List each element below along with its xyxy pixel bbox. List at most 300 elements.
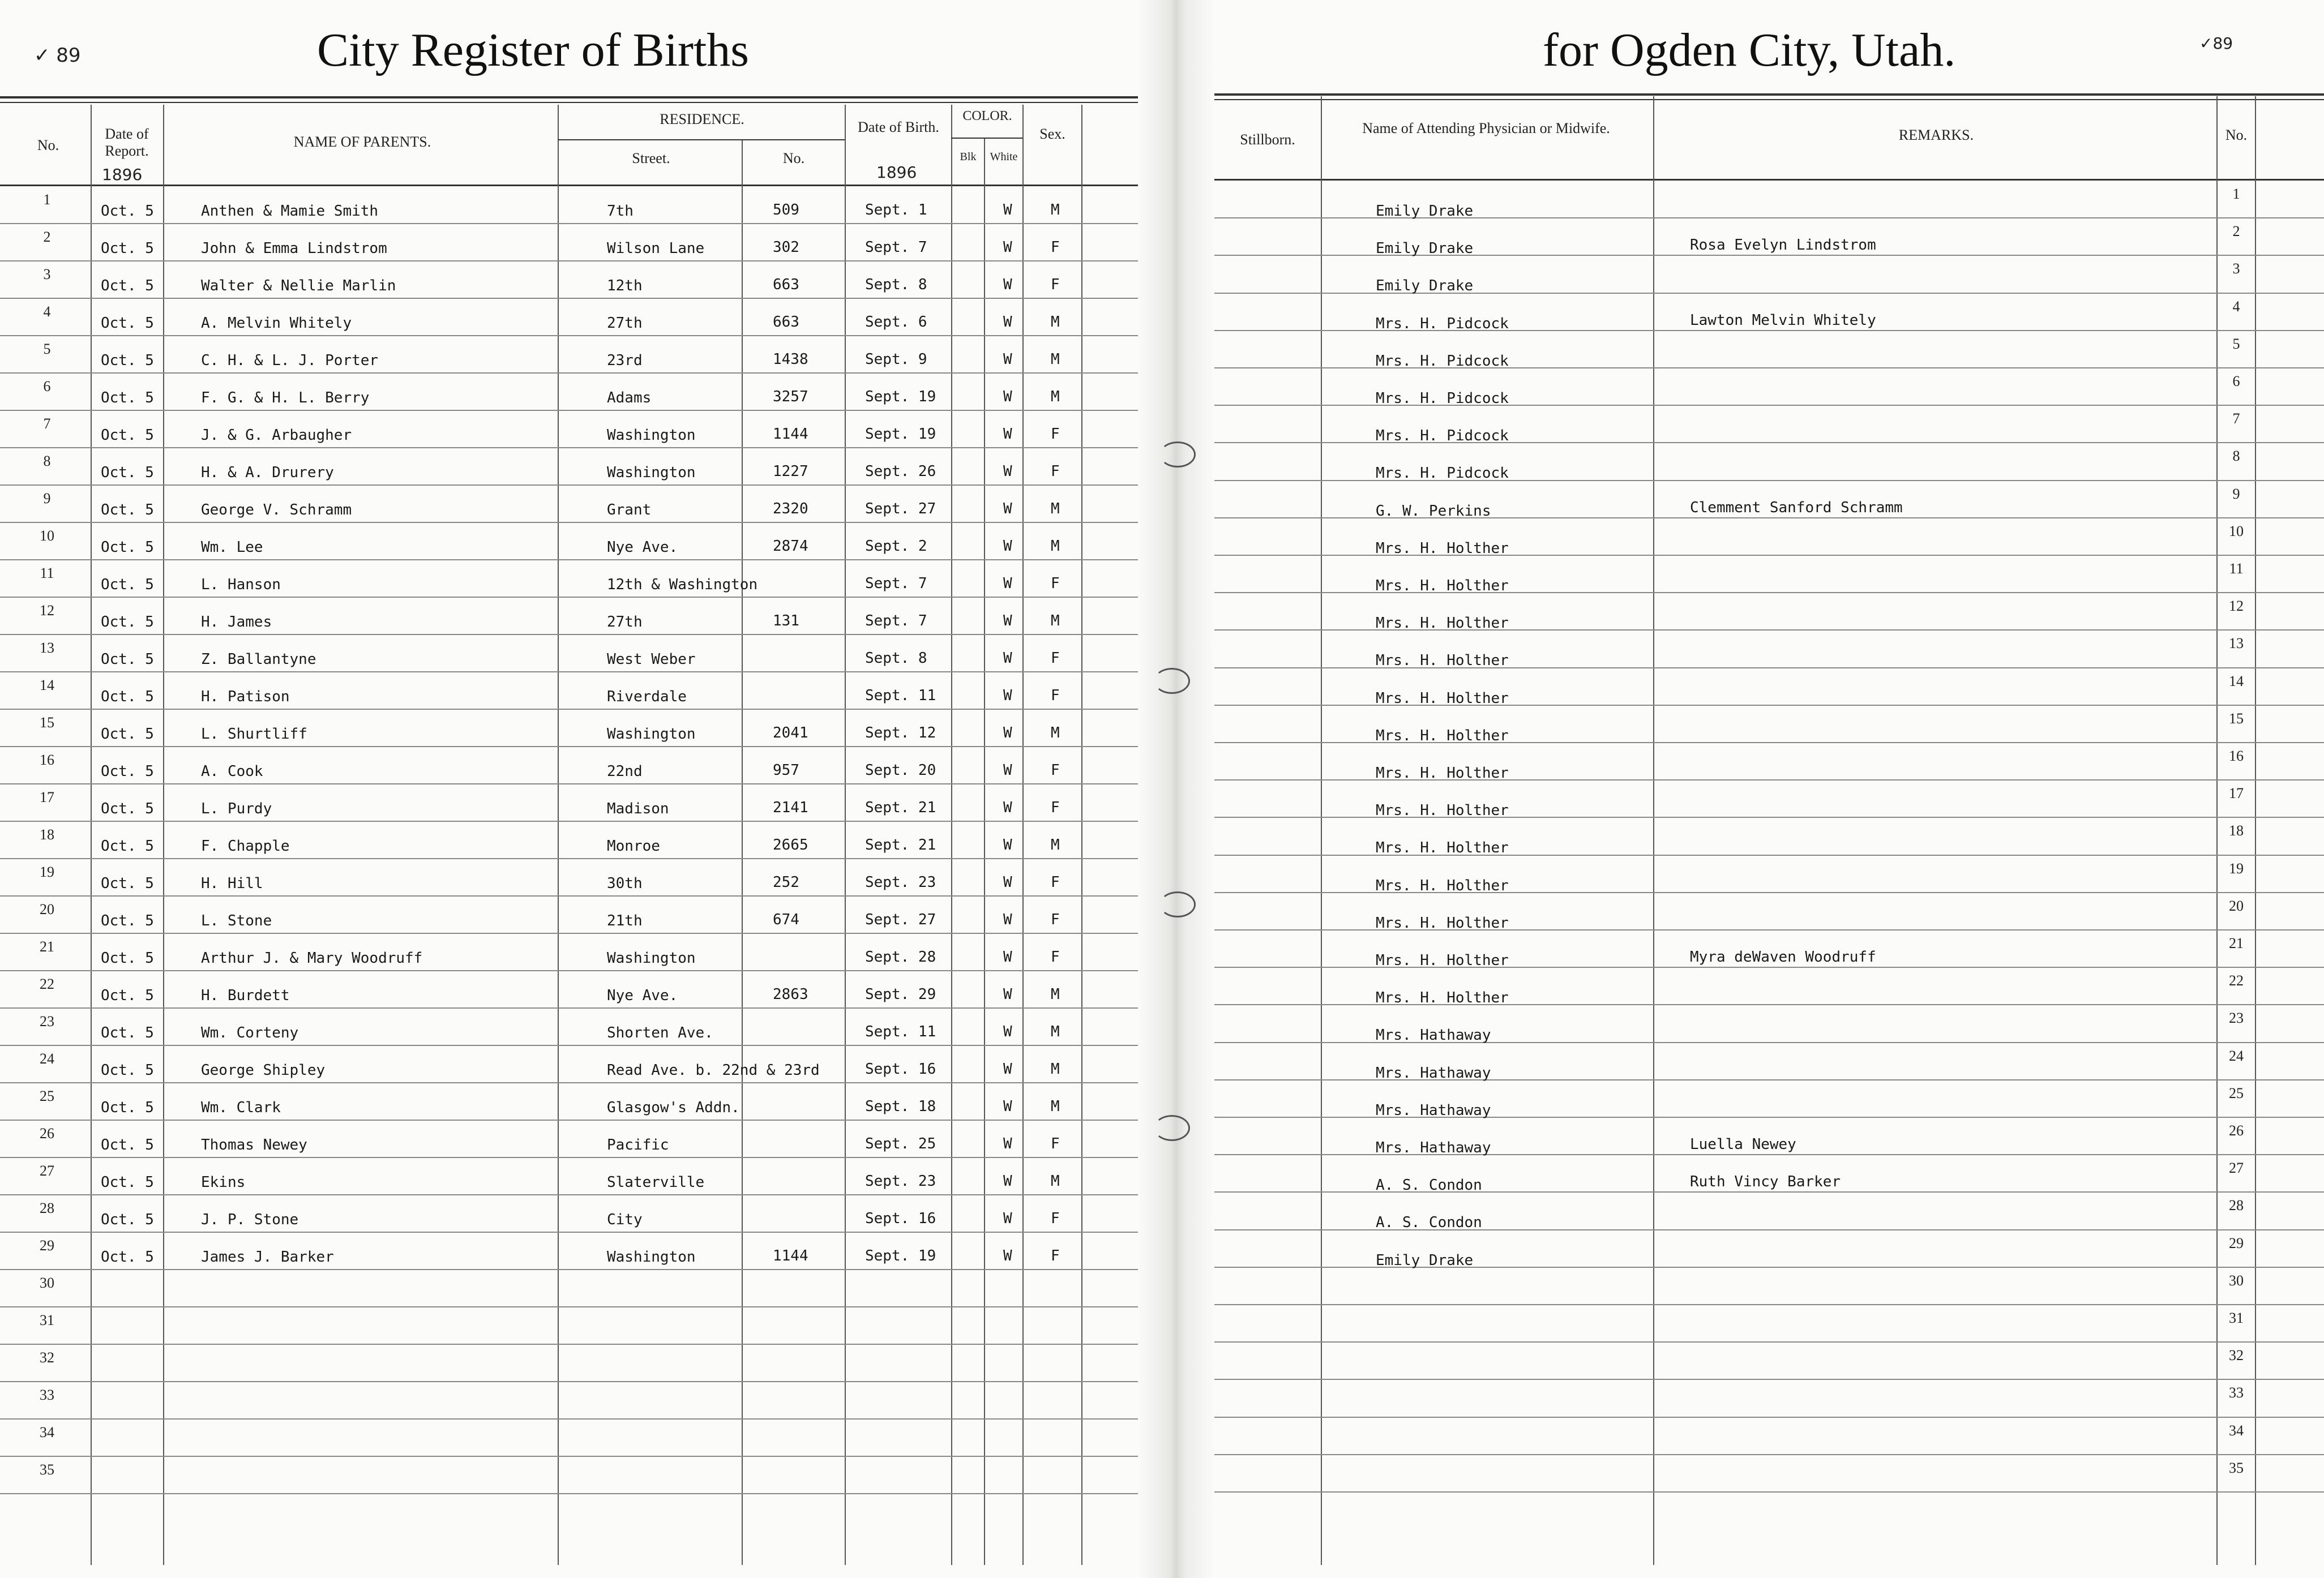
parents-name: Z. Ballantyne	[201, 651, 316, 668]
residence-number: 2141	[773, 799, 808, 816]
sex: M	[1051, 724, 1060, 741]
row-number: 9	[2232, 485, 2240, 502]
residence-subrule	[558, 139, 845, 140]
row-number: 23	[40, 1013, 54, 1030]
parents-name: A. Melvin Whitely	[201, 315, 352, 332]
header-no-right: No.	[2225, 127, 2248, 143]
birth-date: Sept. 1	[865, 201, 927, 218]
row-number: 31	[2229, 1310, 2244, 1326]
header-remarks: REMARKS.	[1898, 127, 1974, 143]
row-number: 6	[2232, 373, 2240, 389]
color-mark: W	[1003, 426, 1012, 443]
color-mark: W	[1003, 1210, 1012, 1227]
col-divider	[1653, 96, 1654, 1565]
row-number: 22	[40, 976, 54, 992]
residence-number: 131	[773, 612, 799, 629]
sex: F	[1051, 874, 1060, 891]
birth-date: Sept. 11	[865, 687, 936, 704]
sex: M	[1051, 986, 1060, 1003]
row-number: 4	[43, 303, 51, 320]
color-mark: W	[1003, 687, 1012, 704]
row-divider	[0, 1082, 1138, 1083]
color-mark: W	[1003, 724, 1012, 741]
report-date: Oct. 5	[101, 875, 154, 892]
parents-name: L. Hanson	[201, 576, 281, 593]
row-divider	[0, 1120, 1138, 1121]
row-number: 10	[2229, 522, 2244, 539]
sex: F	[1051, 1135, 1060, 1152]
header-stillborn: Stillborn.	[1240, 131, 1295, 148]
birth-date: Sept. 7	[865, 239, 927, 256]
residence-number: 1144	[773, 1247, 808, 1264]
color-subrule	[951, 138, 1022, 139]
parents-name: L. Purdy	[201, 800, 272, 817]
attending-physician: Mrs. H. Holther	[1376, 877, 1509, 894]
remarks: Lawton Melvin Whitely	[1690, 311, 1876, 329]
attending-physician: Mrs. H. Pidcock	[1376, 465, 1509, 482]
row-divider	[1214, 1417, 2324, 1418]
row-divider	[0, 1232, 1138, 1233]
col-divider	[91, 105, 92, 1565]
report-date: Oct. 5	[101, 389, 154, 406]
row-number: 25	[2229, 1084, 2244, 1101]
color-mark: W	[1003, 1098, 1012, 1115]
row-number: 23	[2229, 1010, 2244, 1027]
row-divider	[0, 447, 1138, 448]
residence-number: 2874	[773, 538, 808, 555]
color-mark: W	[1003, 500, 1012, 517]
page-mark-right: ✓89	[2199, 34, 2233, 53]
birth-date: Sept. 2	[865, 538, 927, 555]
row-number: 33	[40, 1387, 54, 1403]
color-mark: W	[1003, 239, 1012, 256]
sex: M	[1051, 314, 1060, 331]
attending-physician: Mrs. Hathaway	[1376, 1139, 1491, 1156]
row-divider	[0, 298, 1138, 299]
row-number: 29	[2229, 1234, 2244, 1251]
row-divider	[0, 559, 1138, 560]
attending-physician: Emily Drake	[1376, 240, 1474, 258]
remarks: Ruth Vincy Barker	[1690, 1173, 1841, 1191]
row-number: 28	[2229, 1197, 2244, 1214]
row-number: 11	[2229, 560, 2244, 577]
birth-date: Sept. 11	[865, 1023, 936, 1040]
report-date: Oct. 5	[101, 987, 154, 1004]
color-mark: W	[1003, 911, 1012, 928]
color-mark: W	[1003, 1247, 1012, 1264]
color-mark: W	[1003, 799, 1012, 816]
report-date: Oct. 5	[101, 1249, 154, 1266]
col-divider	[1321, 96, 1322, 1565]
birth-date: Sept. 6	[865, 314, 927, 331]
birth-date: Sept. 26	[865, 463, 936, 480]
page-mark: ✓ 89	[34, 44, 81, 67]
birth-date: Sept. 23	[865, 1173, 936, 1190]
street: City	[607, 1211, 643, 1228]
parents-name: Wm. Corteny	[201, 1024, 299, 1041]
right-page	[1214, 0, 2324, 1578]
parents-name: J. & G. Arbaugher	[201, 427, 352, 444]
street: 30th	[607, 875, 643, 892]
row-divider	[0, 1007, 1138, 1009]
parents-name: Arthur J. & Mary Woodruff	[201, 950, 423, 967]
header-date-of-report: Date of Report.	[105, 126, 149, 159]
row-number: 25	[40, 1088, 54, 1104]
sex: M	[1051, 201, 1060, 218]
birth-date: Sept. 16	[865, 1061, 936, 1078]
birth-date: Sept. 29	[865, 986, 936, 1003]
row-divider	[0, 1045, 1138, 1046]
street: 27th	[607, 614, 643, 631]
row-divider	[0, 522, 1138, 523]
row-divider	[1214, 1304, 2324, 1305]
attending-physician: Mrs. Hathaway	[1376, 1101, 1491, 1119]
color-mark: W	[1003, 575, 1012, 592]
street: 12th	[607, 277, 643, 294]
row-number: 8	[2232, 448, 2240, 465]
sex: F	[1051, 650, 1060, 667]
birth-date: Sept. 23	[865, 874, 936, 891]
row-number: 3	[43, 266, 51, 282]
color-mark: W	[1003, 314, 1012, 331]
color-mark: W	[1003, 351, 1012, 368]
row-number: 31	[40, 1312, 54, 1328]
row-number: 16	[40, 752, 54, 768]
parents-name: Ekins	[201, 1174, 246, 1191]
report-date: Oct. 5	[101, 203, 154, 220]
street: Nye Ave.	[607, 539, 678, 556]
color-mark: W	[1003, 388, 1012, 405]
street: Washington	[607, 427, 696, 444]
birth-date: Sept. 8	[865, 650, 927, 667]
row-number: 20	[40, 901, 54, 917]
header-bottom-rule	[0, 185, 1138, 186]
row-divider	[0, 858, 1138, 859]
color-mark: W	[1003, 949, 1012, 966]
report-date: Oct. 5	[101, 315, 154, 332]
street: 21th	[607, 912, 643, 929]
row-number: 15	[2229, 710, 2244, 727]
header-name-of-parents: NAME OF PARENTS.	[293, 134, 431, 150]
attending-physician: Mrs. H. Holther	[1376, 989, 1509, 1007]
report-date: Oct. 5	[101, 763, 154, 780]
row-number: 21	[2229, 935, 2244, 951]
attending-physician: A. S. Condon	[1376, 1214, 1482, 1232]
report-date: Oct. 5	[101, 1211, 154, 1228]
row-number: 34	[40, 1424, 54, 1440]
top-rule	[1214, 93, 2324, 96]
street: Monroe	[607, 838, 660, 855]
top-rule	[0, 96, 1138, 98]
parents-name: H. & A. Drurery	[201, 464, 334, 481]
row-divider	[0, 895, 1138, 897]
header-street: Street.	[632, 150, 670, 166]
row-number: 20	[2229, 897, 2244, 914]
row-divider	[0, 821, 1138, 822]
col-divider	[1022, 105, 1024, 1565]
attending-physician: Mrs. H. Holther	[1376, 577, 1509, 594]
col-divider	[742, 140, 743, 1565]
parents-name: George V. Schramm	[201, 501, 352, 518]
sex: M	[1051, 612, 1060, 629]
row-divider	[0, 1418, 1138, 1420]
street: West Weber	[607, 651, 696, 668]
street: 23rd	[607, 352, 643, 369]
report-date: Oct. 5	[101, 800, 154, 817]
sex: F	[1051, 1210, 1060, 1227]
sex: F	[1051, 911, 1060, 928]
birth-date: Sept. 16	[865, 1210, 936, 1227]
row-number: 33	[2229, 1384, 2244, 1401]
attending-physician: G. W. Perkins	[1376, 502, 1491, 520]
birth-date: Sept. 18	[865, 1098, 936, 1115]
street: Pacific	[607, 1137, 669, 1154]
row-number: 27	[40, 1163, 54, 1179]
row-number: 28	[40, 1200, 54, 1216]
attending-physician: Mrs. Hathaway	[1376, 1064, 1491, 1082]
row-divider	[0, 671, 1138, 672]
row-number: 1	[43, 191, 51, 208]
row-number: 29	[40, 1237, 54, 1254]
sex: F	[1051, 799, 1060, 816]
row-divider	[0, 1456, 1138, 1457]
row-number: 35	[2229, 1459, 2244, 1476]
residence-number: 3257	[773, 388, 808, 405]
residence-number: 1144	[773, 426, 808, 443]
row-number: 5	[43, 341, 51, 357]
row-number: 24	[2229, 1047, 2244, 1064]
report-date: Oct. 5	[101, 427, 154, 444]
color-mark: W	[1003, 538, 1012, 555]
row-divider	[0, 1157, 1138, 1158]
row-number: 13	[40, 640, 54, 656]
sex: F	[1051, 1247, 1060, 1264]
page-title-continued: for Ogden City, Utah.	[1543, 24, 1956, 76]
parents-name: Wm. Lee	[201, 539, 263, 556]
parents-name: George Shipley	[201, 1062, 326, 1079]
parents-name: C. H. & L. J. Porter	[201, 352, 379, 369]
residence-number: 1438	[773, 351, 808, 368]
sex: M	[1051, 538, 1060, 555]
row-number: 12	[40, 602, 54, 619]
residence-number: 252	[773, 874, 799, 891]
row-number: 32	[2229, 1347, 2244, 1364]
row-number: 3	[2232, 260, 2240, 277]
row-divider	[0, 1381, 1138, 1382]
row-divider	[1214, 1379, 2324, 1380]
report-date: Oct. 5	[101, 464, 154, 481]
attending-physician: Emily Drake	[1376, 1251, 1474, 1269]
birth-date: Sept. 12	[865, 724, 936, 741]
row-number: 2	[2232, 223, 2240, 240]
residence-number: 2041	[773, 724, 808, 741]
row-divider	[0, 335, 1138, 336]
row-divider	[1214, 1491, 2324, 1493]
color-mark: W	[1003, 1173, 1012, 1190]
header-blk: Blk	[960, 151, 977, 163]
page-title: City Register of Births	[317, 24, 749, 76]
sex: F	[1051, 276, 1060, 293]
report-date: Oct. 5	[101, 651, 154, 668]
street: Madison	[607, 800, 669, 817]
row-number: 14	[2229, 672, 2244, 689]
row-number: 24	[40, 1050, 54, 1067]
row-number: 2	[43, 229, 51, 245]
sex: M	[1051, 1173, 1060, 1190]
header-residence: RESIDENCE.	[660, 111, 744, 127]
street: 22nd	[607, 763, 643, 780]
attending-physician: A. S. Condon	[1376, 1177, 1482, 1194]
header-physician: Name of Attending Physician or Midwife.	[1362, 120, 1610, 136]
birth-date: Sept. 27	[865, 911, 936, 928]
row-number: 26	[40, 1125, 54, 1142]
book-spine	[1138, 0, 1214, 1578]
residence-number: 2665	[773, 837, 808, 854]
birth-date: Sept. 19	[865, 388, 936, 405]
sex: M	[1051, 837, 1060, 854]
row-number: 26	[2229, 1122, 2244, 1139]
color-mark: W	[1003, 986, 1012, 1003]
attending-physician: Mrs. H. Pidcock	[1376, 390, 1509, 407]
attending-physician: Mrs. H. Holther	[1376, 765, 1509, 782]
color-mark: W	[1003, 276, 1012, 293]
report-date: Oct. 5	[101, 501, 154, 518]
attending-physician: Emily Drake	[1376, 277, 1474, 295]
binding-hole	[1159, 441, 1196, 468]
row-number: 14	[40, 677, 54, 693]
street: Read Ave. b. 22nd & 23rd	[607, 1062, 820, 1079]
attending-physician: Mrs. H. Holther	[1376, 952, 1509, 969]
row-number: 32	[40, 1349, 54, 1366]
sex: F	[1051, 239, 1060, 256]
street: Wilson Lane	[607, 240, 705, 257]
row-number: 1	[2232, 186, 2240, 202]
sex: F	[1051, 463, 1060, 480]
sex: M	[1051, 1098, 1060, 1115]
report-date: Oct. 5	[101, 1024, 154, 1041]
sex: F	[1051, 949, 1060, 966]
street: 12th & Washington	[607, 576, 758, 593]
row-divider	[0, 933, 1138, 934]
parents-name: H. Hill	[201, 875, 263, 892]
row-divider	[1214, 1341, 2324, 1343]
sex: M	[1051, 351, 1060, 368]
birth-date: Sept. 20	[865, 762, 936, 779]
row-divider	[0, 1306, 1138, 1307]
report-date: Oct. 5	[101, 539, 154, 556]
street: Glasgow's Addn.	[607, 1099, 740, 1116]
street: 27th	[607, 315, 643, 332]
attending-physician: Emily Drake	[1376, 203, 1474, 220]
parents-name: James J. Barker	[201, 1249, 334, 1266]
birth-date: Sept. 21	[865, 799, 936, 816]
attending-physician: Mrs. H. Pidcock	[1376, 427, 1509, 445]
report-date: Oct. 5	[101, 912, 154, 929]
row-number: 7	[43, 415, 51, 432]
row-number: 9	[43, 490, 51, 507]
row-divider	[0, 260, 1138, 261]
attending-physician: Mrs. H. Holther	[1376, 802, 1509, 820]
birth-date: Sept. 28	[865, 949, 936, 966]
report-date: Oct. 5	[101, 726, 154, 743]
color-mark: W	[1003, 463, 1012, 480]
sex: F	[1051, 762, 1060, 779]
attending-physician: Mrs. H. Holther	[1376, 914, 1509, 932]
parents-name: John & Emma Lindstrom	[201, 240, 387, 257]
header-date-of-birth: Date of Birth.	[858, 119, 939, 135]
header-res-no: No.	[782, 150, 805, 166]
report-date: Oct. 5	[101, 576, 154, 593]
birth-date: Sept. 7	[865, 575, 927, 592]
attending-physician: Mrs. H. Pidcock	[1376, 352, 1509, 370]
row-divider	[0, 634, 1138, 635]
parents-name: Thomas Newey	[201, 1137, 307, 1154]
street: Shorten Ave.	[607, 1024, 713, 1041]
street: Washington	[607, 464, 696, 481]
row-number: 30	[40, 1275, 54, 1291]
sex: M	[1051, 500, 1060, 517]
left-page	[0, 0, 1138, 1578]
residence-number: 509	[773, 201, 799, 218]
parents-name: L. Stone	[201, 912, 272, 929]
report-date: Oct. 5	[101, 352, 154, 369]
report-date: Oct. 5	[101, 1137, 154, 1154]
remarks: Clemment Sanford Schramm	[1690, 499, 1903, 516]
residence-number: 302	[773, 239, 799, 256]
row-divider	[0, 970, 1138, 971]
row-number: 4	[2232, 298, 2240, 315]
row-divider	[0, 1194, 1138, 1195]
report-date: Oct. 5	[101, 688, 154, 705]
top-rule-thin	[1214, 99, 2324, 100]
parents-name: J. P. Stone	[201, 1211, 299, 1228]
parents-name: F. G. & H. L. Berry	[201, 389, 370, 406]
report-date: Oct. 5	[101, 1062, 154, 1079]
col-divider	[984, 139, 985, 1565]
color-mark: W	[1003, 762, 1012, 779]
binding-hole	[1154, 668, 1190, 694]
street: Washington	[607, 1249, 696, 1266]
col-divider	[163, 105, 164, 1565]
row-number: 21	[40, 938, 54, 955]
residence-number: 2863	[773, 986, 808, 1003]
row-number: 12	[2229, 598, 2244, 615]
row-divider	[0, 410, 1138, 411]
report-date: Oct. 5	[101, 614, 154, 631]
sex: M	[1051, 1061, 1060, 1078]
col-divider	[951, 105, 952, 1565]
street: 7th	[607, 203, 634, 220]
sex: F	[1051, 575, 1060, 592]
attending-physician: Mrs. H. Holther	[1376, 689, 1509, 707]
row-divider	[0, 783, 1138, 784]
row-divider	[0, 709, 1138, 710]
header-report-year: 1896	[102, 165, 143, 184]
report-date: Oct. 5	[101, 240, 154, 257]
row-divider	[0, 372, 1138, 374]
row-number: 11	[40, 565, 54, 581]
row-number: 13	[2229, 635, 2244, 652]
row-number: 35	[40, 1461, 54, 1478]
row-divider	[0, 484, 1138, 486]
row-number: 30	[2229, 1272, 2244, 1289]
remarks: Rosa Evelyn Lindstrom	[1690, 237, 1876, 254]
parents-name: Wm. Clark	[201, 1099, 281, 1116]
row-number: 5	[2232, 335, 2240, 352]
color-mark: W	[1003, 837, 1012, 854]
row-number: 19	[2229, 860, 2244, 877]
header-sex: Sex.	[1039, 126, 1065, 142]
